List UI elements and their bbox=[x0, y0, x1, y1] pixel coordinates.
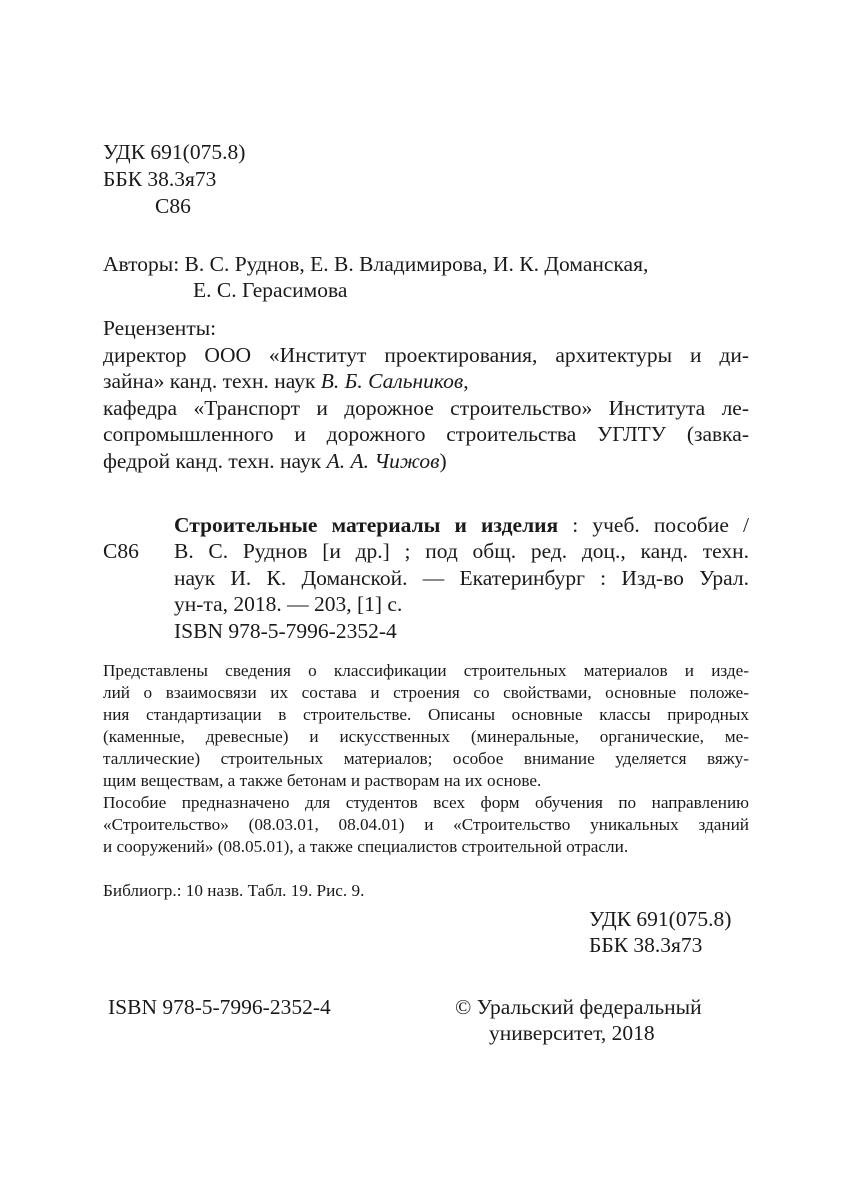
reviewer-1-title: зайна» канд. техн. наук bbox=[103, 369, 321, 394]
annotation-line: щим веществам, а также бетонам и растворам на их основе. bbox=[103, 771, 542, 790]
annotation-line: и сооружений» (08.05.01), а также специалистов строительной отрасли. bbox=[103, 837, 629, 856]
bbk-code: ББК 38.3я73 bbox=[103, 167, 217, 191]
udk-code: УДК 691(075.8) bbox=[103, 140, 246, 164]
reviewers-block bbox=[103, 342, 749, 474]
reviewer-2-line-1: кафедра «Транспорт и дорожное строительство» Института ле- bbox=[103, 395, 749, 420]
footer-isbn: ISBN 978-5-7996-2352-4 bbox=[108, 995, 331, 1019]
reviewer-2-title: федрой канд. техн. наук bbox=[103, 448, 327, 473]
copyright-line-1: © Уральский федеральный bbox=[455, 995, 702, 1019]
reviewer-1-line-2 bbox=[103, 368, 749, 394]
catalog-code: С86 bbox=[103, 539, 139, 563]
reviewer-2-name: А. А. Чижов bbox=[326, 448, 440, 473]
annotation-line: Представлены сведения о классификации строительных материалов и изде- bbox=[103, 661, 749, 680]
catalog-line-1 bbox=[174, 512, 749, 538]
book-title: Строительные материалы и изделия bbox=[174, 513, 559, 537]
reviewer-1-line-1: директор ООО «Институт проектирования, архитектуры и ди- bbox=[103, 343, 749, 367]
catalog-isbn: ISBN 978-5-7996-2352-4 bbox=[174, 618, 397, 643]
annotation-line: Пособие предназначено для студентов всех форм обучения по направлению bbox=[103, 793, 749, 812]
authors-line-1: Авторы: В. С. Руднов, Е. В. Владимирова, И. К. Доманская, bbox=[103, 252, 649, 276]
reviewer-2-line-2: сопромышленного и дорожного строительства УГЛТУ (завка- bbox=[103, 422, 749, 447]
reviewer-2-punct: ) bbox=[439, 448, 447, 473]
catalog-entry bbox=[174, 512, 749, 644]
annotation-line: (каменные, древесные) и искусственных (минеральные, органические, ме- bbox=[103, 727, 749, 746]
catalog-line-2: В. С. Руднов [и др.] ; под общ. ред. доц., канд. техн. bbox=[174, 539, 749, 564]
reviewer-1-name: В. Б. Сальников bbox=[320, 369, 464, 394]
reviewer-2-line-3 bbox=[103, 448, 749, 474]
catalog-line-1-rest: : учеб. пособие / bbox=[558, 513, 749, 537]
footer-bbk-code: ББК 38.3я73 bbox=[589, 933, 703, 957]
annotation-line: таллические) строительных материалов; особое внимание уделяется вяжу- bbox=[103, 749, 749, 768]
annotation-line: лий о взаимосвязи их состава и строения со свойствами, основные положе- bbox=[103, 683, 749, 702]
bibliography-note: Библиогр.: 10 назв. Табл. 19. Рис. 9. bbox=[103, 881, 365, 900]
annotation bbox=[103, 660, 749, 858]
footer-udk-code: УДК 691(075.8) bbox=[589, 907, 732, 931]
catalog-line-4: ун-та, 2018. — 203, [1] с. bbox=[174, 592, 403, 617]
annotation-line: «Строительство» (08.03.01, 08.04.01) и «Строительство уникальных зданий bbox=[103, 815, 749, 834]
catalog-line-3: наук И. К. Доманской. — Екатеринбург : Изд-во Урал. bbox=[174, 565, 749, 590]
reviewers-heading: Рецензенты: bbox=[103, 316, 217, 340]
copyright-line-2: университет, 2018 bbox=[489, 1021, 655, 1045]
annotation-line: ния стандартизации в строительстве. Описаны основные классы природных bbox=[103, 705, 749, 724]
author-sign-code: С86 bbox=[155, 194, 191, 218]
reviewer-1-punct: , bbox=[463, 369, 469, 394]
authors-line-2: Е. С. Герасимова bbox=[193, 278, 348, 302]
